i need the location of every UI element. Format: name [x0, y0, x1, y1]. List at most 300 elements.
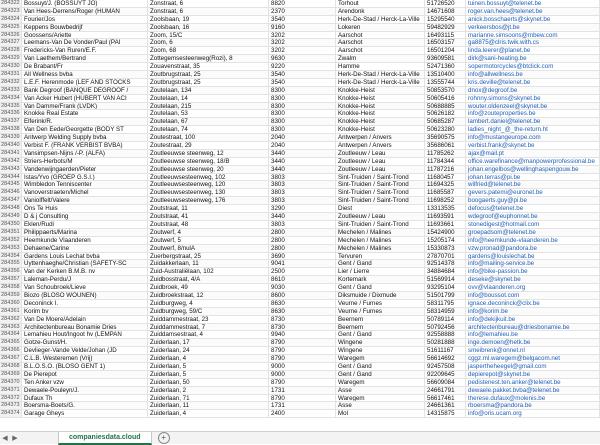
email-address-cell[interactable]: info@lemahieu.be [466, 331, 600, 338]
phone-number-cell[interactable]: 51726520 [425, 0, 466, 7]
postal-code-cell[interactable]: 8610 [269, 276, 336, 283]
row-number-cell[interactable]: 284361 [0, 308, 22, 315]
email-address-cell[interactable]: gardens@louislechat.be [466, 253, 600, 260]
street-address-cell[interactable]: Zuid-Australiëlaan, 102 [148, 268, 269, 275]
phone-number-cell[interactable]: 11785262 [425, 150, 466, 157]
postal-code-cell[interactable]: 8300 [269, 118, 336, 125]
sheet-tab-companiesdata[interactable]: companiesdata.cloud [58, 432, 152, 445]
email-address-cell[interactable]: ga8875@clris.twik.with.cs [466, 39, 600, 46]
city-cell[interactable]: Arendonk [336, 8, 425, 15]
street-address-cell[interactable]: Zoutbrugstraat, 25 [148, 79, 269, 86]
prev-sheet-icon[interactable]: ◀ [2, 435, 8, 442]
city-cell[interactable]: Diest [336, 205, 425, 212]
company-name-cell[interactable]: Dewaele-Pouleyn/J. [22, 387, 148, 394]
street-address-cell[interactable]: Zoolsbaan, 16 [148, 24, 269, 31]
company-name-cell[interactable]: Dufaux Th [22, 395, 148, 402]
city-cell[interactable]: Hamme [336, 63, 425, 70]
company-name-cell[interactable]: Vandenwijngaerden/Pieter [22, 166, 148, 173]
postal-code-cell[interactable]: 2040 [269, 134, 336, 141]
row-number-cell[interactable]: 284358 [0, 284, 22, 291]
row-number-cell[interactable]: 284337 [0, 118, 22, 125]
city-cell[interactable]: Waregem [336, 355, 425, 362]
company-name-cell[interactable]: All Wellness bvba [22, 71, 148, 78]
email-address-cell[interactable]: info@zouteproperties.be [466, 110, 600, 117]
phone-number-cell[interactable]: 50792456 [425, 324, 466, 331]
email-address-cell[interactable]: cggz.ml.waregem@belgacom.net [466, 355, 600, 362]
postal-code-cell[interactable]: 8600 [269, 292, 336, 299]
company-name-cell[interactable]: Korim bv [22, 308, 148, 315]
company-name-cell[interactable]: D & j Consulting [22, 213, 148, 220]
phone-number-cell[interactable]: 11693661 [425, 221, 466, 228]
email-address-cell[interactable]: info@boussot.com [466, 292, 600, 299]
company-name-cell[interactable]: Wimbledon Tenniscenter [22, 181, 148, 188]
row-number-cell[interactable]: 284352 [0, 237, 22, 244]
email-address-cell[interactable]: depierepot@skynet.be [466, 371, 600, 378]
company-name-cell[interactable]: Deconinck I. [22, 300, 148, 307]
row-number-cell[interactable]: 284349 [0, 213, 22, 220]
street-address-cell[interactable]: Zoutelaan, 67 [148, 118, 269, 125]
row-number-cell[interactable]: 284332 [0, 79, 22, 86]
row-number-cell[interactable]: 284327 [0, 39, 22, 46]
postal-code-cell[interactable]: 2800 [269, 245, 336, 252]
city-cell[interactable]: Aarschot [336, 32, 425, 39]
street-address-cell[interactable]: Zuerbergstraat, 25 [148, 253, 269, 260]
street-address-cell[interactable]: Zoutwerf, 8/nulA [148, 245, 269, 252]
postal-code-cell[interactable]: 8630 [269, 300, 336, 307]
city-cell[interactable]: Waregem [336, 395, 425, 402]
street-address-cell[interactable]: Zoutleeuwse steenweg, 12 [148, 150, 269, 157]
phone-number-cell[interactable]: 50281888 [425, 339, 466, 346]
next-sheet-icon[interactable]: ▶ [12, 435, 18, 442]
row-number-cell[interactable]: 284345 [0, 181, 22, 188]
row-number-cell[interactable]: 284348 [0, 205, 22, 212]
email-address-cell[interactable]: smeibrenk@onnet.nl [466, 347, 600, 354]
company-name-cell[interactable]: B.L.O.S.O. (BLOSO GENT 1) [22, 363, 148, 370]
phone-number-cell[interactable]: 11685587 [425, 189, 466, 196]
row-number-cell[interactable]: 284353 [0, 245, 22, 252]
row-number-cell[interactable]: 284342 [0, 158, 22, 165]
city-cell[interactable]: Zwalm [336, 55, 425, 62]
street-address-cell[interactable]: Zuiderlaan, 71 [148, 395, 269, 402]
street-address-cell[interactable]: Zoutwerf, 4 [148, 229, 269, 236]
city-cell[interactable]: Lier / Lierre [336, 268, 425, 275]
phone-number-cell[interactable]: 27870701 [425, 253, 466, 260]
email-address-cell[interactable]: pedistenest.ten.anker@telenet.be [466, 379, 600, 386]
street-address-cell[interactable]: Zoutelaan, 215 [148, 103, 269, 110]
phone-number-cell[interactable]: 50685287 [425, 118, 466, 125]
street-address-cell[interactable]: Zoutelaan, 53 [148, 110, 269, 117]
email-address-cell[interactable]: inge.demoen@hetk.be [466, 339, 600, 346]
postal-code-cell[interactable]: 2800 [269, 237, 336, 244]
street-address-cell[interactable]: Zoutleeuwsesteenweg, 176 [148, 197, 269, 204]
add-sheet-button[interactable]: + [158, 432, 170, 444]
email-address-cell[interactable]: lambert.daniel@telenet.be [466, 118, 600, 125]
street-address-cell[interactable]: Zoutleeuwsesteenweg, 120 [148, 181, 269, 188]
city-cell[interactable]: Aarschot [336, 47, 425, 54]
postal-code-cell[interactable]: 9940 [269, 331, 336, 338]
company-name-cell[interactable]: Lemahieu Hout/Ingoot hv (LEMPAN [22, 331, 148, 338]
street-address-cell[interactable]: Zoutleeuwsesteenweg, 102 [148, 174, 269, 181]
row-number-cell[interactable]: 284370 [0, 379, 22, 386]
row-number-cell[interactable]: 284338 [0, 126, 22, 133]
company-name-cell[interactable]: Elferink/R. [22, 118, 148, 125]
phone-number-cell[interactable]: 13510400 [425, 71, 466, 78]
city-cell[interactable]: Zoutleeuw / Leau [336, 166, 425, 173]
street-address-cell[interactable]: Zuiderlaan, 50 [148, 379, 269, 386]
postal-code-cell[interactable]: 2040 [269, 142, 336, 149]
email-address-cell[interactable]: architectenbureau@driesbonamie.be [466, 324, 600, 331]
email-address-cell[interactable]: boogaerts.guy@pi.be [466, 197, 600, 204]
company-name-cell[interactable]: Philippaerts/Marina [22, 229, 148, 236]
email-address-cell[interactable]: ovv@vlaanderen.org [466, 284, 600, 291]
company-name-cell[interactable]: Architectenbureau Bonamie Dries [22, 324, 148, 331]
city-cell[interactable]: Kortemark [336, 276, 425, 283]
city-cell[interactable]: Knokke-Heist [336, 95, 425, 102]
row-number-cell[interactable]: 284346 [0, 189, 22, 196]
postal-code-cell[interactable]: 2370 [269, 8, 336, 15]
phone-number-cell[interactable]: 34884684 [425, 268, 466, 275]
city-cell[interactable]: Waregem [336, 379, 425, 386]
street-address-cell[interactable]: Zuiderlaan, 4 [148, 410, 269, 417]
phone-number-cell[interactable]: 59482929 [425, 24, 466, 31]
city-cell[interactable]: Beernem [336, 316, 425, 323]
phone-number-cell[interactable]: 24661791 [425, 387, 466, 394]
street-address-cell[interactable]: Zuiderlaan, 5 [148, 363, 269, 370]
city-cell[interactable]: Diksmuide / Dixmude [336, 292, 425, 299]
postal-code-cell[interactable]: 3690 [269, 253, 336, 260]
postal-code-cell[interactable]: 9220 [269, 63, 336, 70]
postal-code-cell[interactable]: 3440 [269, 150, 336, 157]
phone-number-cell[interactable]: 11784344 [425, 158, 466, 165]
postal-code-cell[interactable]: 3803 [269, 197, 336, 204]
city-cell[interactable]: Aarschot [336, 39, 425, 46]
phone-number-cell[interactable]: 51611167 [425, 347, 466, 354]
company-name-cell[interactable]: Eklen/Rudi [22, 221, 148, 228]
street-address-cell[interactable]: Zoolsbaan, 19 [148, 16, 269, 23]
company-name-cell[interactable]: Garage Gheys [22, 410, 148, 417]
street-address-cell[interactable]: Zoutestraat, 100 [148, 134, 269, 141]
company-name-cell[interactable]: Striers-Herbots/M [22, 158, 148, 165]
postal-code-cell[interactable]: 8790 [269, 347, 336, 354]
postal-code-cell[interactable]: 8790 [269, 379, 336, 386]
email-address-cell[interactable]: sopermotorcycles@btclick.com [466, 63, 600, 70]
postal-code-cell[interactable]: 8300 [269, 126, 336, 133]
postal-code-cell[interactable]: 8630 [269, 308, 336, 315]
email-address-cell[interactable]: wouter.oldenzeel@skynet.be [466, 103, 600, 110]
row-number-cell[interactable]: 284326 [0, 32, 22, 39]
email-address-cell[interactable]: verbist.frank@skynet.be [466, 142, 600, 149]
city-cell[interactable]: Wingene [336, 347, 425, 354]
postal-code-cell[interactable]: 3202 [269, 39, 336, 46]
email-address-cell[interactable]: gevers.patemi@euronet.be [466, 189, 600, 196]
phone-number-cell[interactable]: 56614692 [425, 355, 466, 362]
city-cell[interactable]: Sint-Truiden / Saint-Trond [336, 181, 425, 188]
phone-number-cell[interactable]: 11694325 [425, 181, 466, 188]
city-cell[interactable]: Beernem [336, 324, 425, 331]
city-cell[interactable]: Knokke-Heist [336, 103, 425, 110]
email-address-cell[interactable]: info@oris.ucam.org [466, 410, 600, 417]
phone-number-cell[interactable]: 13555744 [425, 79, 466, 86]
postal-code-cell[interactable]: 3202 [269, 47, 336, 54]
phone-number-cell[interactable]: 11698252 [425, 197, 466, 204]
street-address-cell[interactable]: Zuidbroek, 49 [148, 284, 269, 291]
row-number-cell[interactable]: 284328 [0, 47, 22, 54]
email-address-cell[interactable]: therese.dufaux@molenis.be [466, 395, 600, 402]
city-cell[interactable]: Knokke-Heist [336, 126, 425, 133]
city-cell[interactable]: Mechelen / Malines [336, 229, 425, 236]
company-name-cell[interactable]: Laleman-Perdu/J [22, 276, 148, 283]
postal-code-cell[interactable]: 1731 [269, 387, 336, 394]
postal-code-cell[interactable]: 9000 [269, 363, 336, 370]
email-address-cell[interactable]: info@mustangeurope.com [466, 134, 600, 141]
postal-code-cell[interactable]: 2400 [269, 410, 336, 417]
company-name-cell[interactable]: Antwerp Welding Supply bvba [22, 134, 148, 141]
postal-code-cell[interactable]: 9000 [269, 371, 336, 378]
row-number-cell[interactable]: 284364 [0, 331, 22, 338]
phone-number-cell[interactable]: 35686061 [425, 142, 466, 149]
street-address-cell[interactable]: Zuiderlaan, 24 [148, 347, 269, 354]
postal-code-cell[interactable]: 9630 [269, 55, 336, 62]
row-number-cell[interactable]: 284324 [0, 16, 22, 23]
email-address-cell[interactable]: verkeersbos@jt.be [466, 24, 600, 31]
postal-code-cell[interactable]: 3440 [269, 166, 336, 173]
company-name-cell[interactable]: Leemans-Van De Vonder/Paul (PAI [22, 39, 148, 46]
city-cell[interactable]: Zoutleeuw / Leau [336, 213, 425, 220]
email-address-cell[interactable]: ignace.deconinck@clix.be [466, 300, 600, 307]
phone-number-cell[interactable]: 56617461 [425, 395, 466, 402]
postal-code-cell[interactable]: 2500 [269, 268, 336, 275]
city-cell[interactable]: Antwerpen / Anvers [336, 134, 425, 141]
phone-number-cell[interactable]: 11680457 [425, 174, 466, 181]
city-cell[interactable]: Herk-De-Stad / Herck-La-Ville [336, 79, 425, 86]
street-address-cell[interactable]: Zoutstraat, 48 [148, 221, 269, 228]
row-number-cell[interactable]: 284351 [0, 229, 22, 236]
row-number-cell[interactable]: 284329 [0, 55, 22, 62]
postal-code-cell[interactable]: 8790 [269, 395, 336, 402]
postal-code-cell[interactable]: 8820 [269, 0, 336, 7]
company-name-cell[interactable]: Ten Anker vzw [22, 379, 148, 386]
city-cell[interactable]: Sint-Truiden / Saint-Trond [336, 197, 425, 204]
row-number-cell[interactable]: 284344 [0, 174, 22, 181]
street-address-cell[interactable]: Zoutwerf, 5 [148, 237, 269, 244]
street-address-cell[interactable]: Zoom, 68 [148, 47, 269, 54]
email-address-cell[interactable]: wilfried@telenet.be [466, 181, 600, 188]
company-name-cell[interactable]: Gotze-Gunst/H. [22, 339, 148, 346]
city-cell[interactable]: Gent / Gand [336, 284, 425, 291]
phone-number-cell[interactable]: 15424900 [425, 229, 466, 236]
street-address-cell[interactable]: Zuiddamsestraat, 4 [148, 331, 269, 338]
row-number-cell[interactable]: 284323 [0, 8, 22, 15]
city-cell[interactable]: Gent / Gand [336, 260, 425, 267]
company-name-cell[interactable]: Heemkunde Vlaanderen [22, 237, 148, 244]
street-address-cell[interactable]: Zuiddammestraat, 7 [148, 324, 269, 331]
company-name-cell[interactable]: Gardens Louis Lechat bvba [22, 253, 148, 260]
row-number-cell[interactable]: 284366 [0, 347, 22, 354]
street-address-cell[interactable]: Zuiddammestraat, 23 [148, 316, 269, 323]
company-name-cell[interactable]: Van Hees-Derrens/Roger (HUMAN [22, 8, 148, 15]
email-address-cell[interactable]: roger.van.hees@telenet.be [466, 8, 600, 15]
row-number-cell[interactable]: 284356 [0, 268, 22, 275]
email-address-cell[interactable]: kris.deville@telenet.be [466, 79, 600, 86]
email-address-cell[interactable]: info@allwellness.be [466, 71, 600, 78]
row-number-cell[interactable]: 284322 [0, 0, 22, 7]
email-address-cell[interactable]: anick.bosschaerts@skynet.be [466, 16, 600, 23]
email-address-cell[interactable]: info@heemkunde-vlaanderen.be [466, 237, 600, 244]
city-cell[interactable]: Sint-Truiden / Saint-Trond [336, 189, 425, 196]
email-address-cell[interactable]: office.warefinance@manpowerprofessional.be [466, 158, 600, 165]
phone-number-cell[interactable]: 58314959 [425, 308, 466, 315]
phone-number-cell[interactable]: 50853570 [425, 87, 466, 94]
postal-code-cell[interactable]: 3290 [269, 205, 336, 212]
city-cell[interactable]: Gent / Gand [336, 371, 425, 378]
company-name-cell[interactable]: Biozo (BLOSO WOUNEN) [22, 292, 148, 299]
city-cell[interactable]: Antwerpen / Anvers [336, 142, 425, 149]
phone-number-cell[interactable]: 50789114 [425, 316, 466, 323]
company-name-cell[interactable]: Van De Moere/Adelain [22, 316, 148, 323]
phone-number-cell[interactable]: 92514378 [425, 260, 466, 267]
email-address-cell[interactable]: info@korim.be [466, 308, 600, 315]
row-number-cell[interactable]: 284362 [0, 316, 22, 323]
company-name-cell[interactable]: Ons Te Huis [22, 205, 148, 212]
street-address-cell[interactable]: Zuidburgweg, 59/C [148, 308, 269, 315]
email-address-cell[interactable]: info@dekijkuit.be [466, 316, 600, 323]
postal-code-cell[interactable]: 3202 [269, 32, 336, 39]
email-address-cell[interactable]: info@mailing-service.be [466, 260, 600, 267]
street-address-cell[interactable]: Zonstraat, 6 [148, 8, 269, 15]
company-name-cell[interactable]: Van Den Eede/Georgette (BODY ST [22, 126, 148, 133]
street-address-cell[interactable]: Zuiderlaan, 11 [148, 402, 269, 409]
city-cell[interactable]: Mechelen / Malines [336, 245, 425, 252]
phone-number-cell[interactable]: 15330873 [425, 245, 466, 252]
company-name-cell[interactable]: Van Acker Hubert (HUBERT VAN ACI [22, 95, 148, 102]
city-cell[interactable]: Sint-Truiden / Saint-Trond [336, 221, 425, 228]
phone-number-cell[interactable]: 24661361 [425, 402, 466, 409]
street-address-cell[interactable]: Zoutelaan, 74 [148, 126, 269, 133]
company-name-cell[interactable]: Goossens/Ariette [22, 32, 148, 39]
city-cell[interactable]: Tervuren [336, 253, 425, 260]
phone-number-cell[interactable]: 15205174 [425, 237, 466, 244]
city-cell[interactable]: Zoutleeuw / Leau [336, 158, 425, 165]
phone-number-cell[interactable]: 15295540 [425, 16, 466, 23]
postal-code-cell[interactable]: 8730 [269, 316, 336, 323]
company-name-cell[interactable]: De Pierepot [22, 371, 148, 378]
row-number-cell[interactable]: 284347 [0, 197, 22, 204]
city-cell[interactable]: Wingene [336, 339, 425, 346]
postal-code-cell[interactable]: 3540 [269, 71, 336, 78]
phone-number-cell[interactable]: 92209645 [425, 371, 466, 378]
row-number-cell[interactable]: 284331 [0, 71, 22, 78]
postal-code-cell[interactable]: 8730 [269, 324, 336, 331]
street-address-cell[interactable]: Zoutbrugstraat, 25 [148, 71, 269, 78]
row-number-cell[interactable]: 284341 [0, 150, 22, 157]
postal-code-cell[interactable]: 3803 [269, 221, 336, 228]
phone-number-cell[interactable]: 93609581 [425, 55, 466, 62]
company-name-cell[interactable]: Van Schoubroek/Lieve [22, 284, 148, 291]
email-address-cell[interactable]: rboersma@pandora.be [466, 402, 600, 409]
city-cell[interactable]: Lokeren [336, 24, 425, 31]
city-cell[interactable]: Herk-De-Stad / Herck-La-Ville [336, 16, 425, 23]
email-address-cell[interactable]: ladies_night_@_the-return.ht [466, 126, 600, 133]
email-address-cell[interactable]: tuinen.bossuyt@telenet.be [466, 0, 600, 7]
row-number-cell[interactable]: 284371 [0, 387, 22, 394]
row-number-cell[interactable]: 284369 [0, 371, 22, 378]
phone-number-cell[interactable]: 50623280 [425, 126, 466, 133]
postal-code-cell[interactable]: 8300 [269, 87, 336, 94]
email-address-cell[interactable]: wdegroof@euphonnet.be [466, 213, 600, 220]
city-cell[interactable]: Gent / Gand [336, 331, 425, 338]
phone-number-cell[interactable]: 16501204 [425, 47, 466, 54]
row-number-cell[interactable]: 284368 [0, 363, 22, 370]
postal-code-cell[interactable]: 3803 [269, 181, 336, 188]
company-name-cell[interactable]: Uyttenhaeghe/Christian (SAFETY-SC [22, 260, 148, 267]
email-address-cell[interactable]: defocus@telenet.be [466, 205, 600, 212]
email-address-cell[interactable]: ajax@mail.pt [466, 150, 600, 157]
company-name-cell[interactable]: Fredericks-Van Ruren/E.F. [22, 47, 148, 54]
email-address-cell[interactable]: dewaele.pakket.bvba@telenet.be [466, 387, 600, 394]
row-number-cell[interactable]: 284360 [0, 300, 22, 307]
company-name-cell[interactable]: Fourier/Jos [22, 16, 148, 23]
street-address-cell[interactable]: Zuiderlaan, 2 [148, 387, 269, 394]
city-cell[interactable]: Knokke-Heist [336, 110, 425, 117]
city-cell[interactable]: Asse [336, 402, 425, 409]
phone-number-cell[interactable]: 16503157 [425, 39, 466, 46]
street-address-cell[interactable]: Zuiderlaan, 5 [148, 371, 269, 378]
city-cell[interactable]: Veurne / Furnes [336, 300, 425, 307]
city-cell[interactable]: Herk-De-Stad / Herck-La-Ville [336, 71, 425, 78]
street-address-cell[interactable]: Zoom, 15/C [148, 32, 269, 39]
postal-code-cell[interactable]: 3440 [269, 158, 336, 165]
phone-number-cell[interactable]: 11693591 [425, 213, 466, 220]
postal-code-cell[interactable]: 3803 [269, 189, 336, 196]
email-address-cell[interactable]: vzw.pronad@pandora.be [466, 245, 600, 252]
row-number-cell[interactable]: 284343 [0, 166, 22, 173]
row-number-cell[interactable]: 284367 [0, 355, 22, 362]
street-address-cell[interactable]: Zuiderlaan, 17 [148, 339, 269, 346]
row-number-cell[interactable]: 284374 [0, 410, 22, 417]
row-number-cell[interactable]: 284340 [0, 142, 22, 149]
row-number-cell[interactable]: 284373 [0, 402, 22, 409]
company-name-cell[interactable]: Vansimpsen-Nijns /-P. (ALFA) [22, 150, 148, 157]
phone-number-cell[interactable]: 13313535 [425, 205, 466, 212]
city-cell[interactable]: Sint-Truiden / Saint-Trond [336, 174, 425, 181]
street-address-cell[interactable]: Zuidburgweg, 4 [148, 300, 269, 307]
postal-code-cell[interactable]: 9030 [269, 284, 336, 291]
email-address-cell[interactable]: johan.terras@pi.be [466, 174, 600, 181]
email-address-cell[interactable]: stonedigest@hotmail.com [466, 221, 600, 228]
company-name-cell[interactable]: Van der Kerken B.M.B. nv [22, 268, 148, 275]
street-address-cell[interactable]: Zuidbroekstraat, 12 [148, 292, 269, 299]
phone-number-cell[interactable]: 14315875 [425, 410, 466, 417]
postal-code-cell[interactable]: 8790 [269, 339, 336, 346]
street-address-cell[interactable]: Zoutleeuwsesteenweg, 130 [148, 189, 269, 196]
phone-number-cell[interactable]: 50605416 [425, 95, 466, 102]
company-name-cell[interactable]: L.E.F. Herenmode (LEF AND STOCKS [22, 79, 148, 86]
row-number-cell[interactable]: 284339 [0, 134, 22, 141]
street-address-cell[interactable]: Zoutstraat, 41 [148, 213, 269, 220]
phone-number-cell[interactable]: 58311795 [425, 300, 466, 307]
company-name-cell[interactable]: Keppens Bouwbedrijf [22, 24, 148, 31]
street-address-cell[interactable]: Zoutleeuwse steenweg, 18/B [148, 158, 269, 165]
street-address-cell[interactable]: Zuiderlaan, 4 [148, 355, 269, 362]
company-name-cell[interactable]: Bossuyt/J. (BOSSUYT JO) [22, 0, 148, 7]
email-address-cell[interactable]: dnox@degroof.be [466, 87, 600, 94]
phone-number-cell[interactable]: 50626182 [425, 110, 466, 117]
street-address-cell[interactable]: Zoutestraat, 29 [148, 142, 269, 149]
postal-code-cell[interactable]: 3803 [269, 174, 336, 181]
postal-code-cell[interactable]: 3440 [269, 213, 336, 220]
company-name-cell[interactable]: Vaniolffelt/Valere [22, 197, 148, 204]
company-name-cell[interactable]: Boersma-Boets/G. [22, 402, 148, 409]
